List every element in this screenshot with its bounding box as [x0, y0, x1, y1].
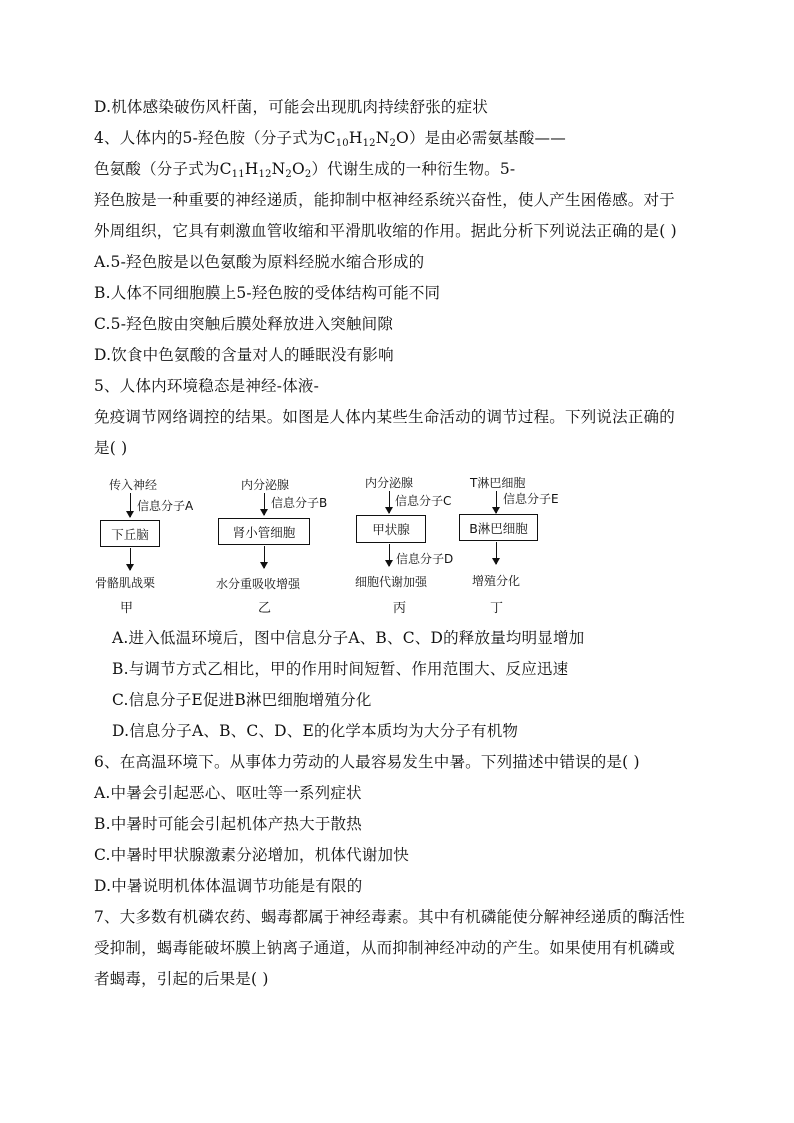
bing-result-label: 细胞代谢加强 — [355, 575, 428, 589]
ding-b-lymphocyte-box: B淋巴细胞 — [459, 514, 538, 541]
q4-stem-line2: 色氨酸（分子式为$C_{11}H_{12}N_2O_2$）代谢生成的一种衍生物。5- — [94, 160, 516, 180]
q5-option-d: D.信息分子A、B、C、D、E的化学本质均为大分子有机物 — [112, 722, 519, 740]
bing-signal-label: 信息分子C — [395, 494, 452, 508]
q5-stem-line1: 5、人体内环境稳态是神经-体液- — [94, 377, 320, 395]
q5-stem-line2: 免疫调节网络调控的结果。如图是人体内某些生命活动的调节过程。下列说法正确的 — [94, 408, 675, 426]
q5-stem-line3: 是( ) — [94, 439, 128, 457]
q7-stem-line2: 受抑制，蝎毒能破坏膜上钠离子通道，从而抑制神经冲动的产生。如果使用有机磷或 — [94, 939, 675, 957]
bing-output-arrow — [389, 544, 390, 566]
bing-caption: 丙 — [393, 601, 407, 616]
q6-stem: 6、在高温环境下。从事体力劳动的人最容易发生中暑。下列描述中错误的是( ) — [94, 753, 640, 771]
jia-input-arrow — [130, 493, 131, 517]
q5-option-b: B.与调节方式乙相比，甲的作用时间短暂、作用范围大、反应迅速 — [112, 660, 569, 678]
q4-option-a: A.5-羟色胺是以色氨酸为原料经脱水缩合形成的 — [94, 253, 425, 271]
jia-source-label: 传入神经 — [109, 478, 158, 492]
q6-option-a: A.中暑会引起恶心、呕吐等一系列症状 — [94, 784, 362, 802]
ding-signal-label: 信息分子E — [503, 492, 559, 506]
q7-stem-line3: 者蝎毒，引起的后果是( ) — [94, 970, 269, 988]
jia-output-arrow — [130, 548, 131, 570]
bing-signal-out-label: 信息分子D — [396, 552, 454, 566]
q4-option-b: B.人体不同细胞膜上5-羟色胺的受体结构可能不同 — [94, 284, 441, 302]
bing-source-label: 内分泌腺 — [365, 476, 414, 490]
ding-output-arrow — [496, 542, 497, 564]
q4-stem-line4: 外周组织，它具有刺激血管收缩和平滑肌收缩的作用。据此分析下列说法正确的是( ) — [94, 222, 677, 240]
yi-renal-tubule-box: 肾小管细胞 — [218, 518, 310, 545]
q4-stem-line3: 羟色胺是一种重要的神经递质，能抑制中枢神经系统兴奋性，使人产生困倦感。对于 — [94, 191, 675, 209]
q5-option-a: A.进入低温环境后，图中信息分子A、B、C、D的释放量均明显增加 — [112, 629, 585, 647]
yi-source-label: 内分泌腺 — [241, 478, 290, 492]
q4-option-d: D.饮食中色氨酸的含量对人的睡眠没有影响 — [94, 346, 394, 364]
jia-result-label: 骨骼肌战栗 — [95, 576, 156, 590]
yi-input-arrow — [264, 493, 265, 515]
q3-option-d: D.机体感染破伤风杆菌，可能会出现肌肉持续舒张的症状 — [94, 98, 489, 116]
yi-result-label: 水分重吸收增强 — [216, 577, 301, 591]
q6-option-d: D.中暑说明机体体温调节功能是有限的 — [94, 877, 363, 895]
yi-signal-label: 信息分子B — [271, 496, 328, 510]
q7-stem-line1: 7、大多数有机磷农药、蝎毒都属于神经毒素。其中有机磷能使分解神经递质的酶活性 — [94, 908, 685, 926]
bing-input-arrow — [389, 491, 390, 513]
jia-caption: 甲 — [120, 601, 134, 616]
ding-input-arrow — [496, 491, 497, 513]
q4-option-c: C.5-羟色胺由突触后膜处释放进入突触间隙 — [94, 315, 394, 333]
q6-option-c: C.中暑时甲状腺激素分泌增加，机体代谢加快 — [94, 846, 409, 864]
q6-option-b: B.中暑时可能会引起机体产热大于散热 — [94, 815, 362, 833]
ding-result-label: 增殖分化 — [472, 574, 521, 588]
yi-output-arrow — [264, 546, 265, 568]
q5-option-c: C.信息分子E促进B淋巴细胞增殖分化 — [112, 691, 372, 709]
q4-stem-line1: 4、人体内的5-羟色胺（分子式为$C_{10}H_{12}N_2O$）是由必需氨基酸—— — [94, 129, 566, 149]
ding-caption: 丁 — [490, 601, 504, 616]
jia-hypothalamus-box: 下丘脑 — [100, 520, 160, 547]
bing-thyroid-box: 甲状腺 — [356, 515, 426, 543]
ding-source-label: T淋巴细胞 — [470, 476, 526, 490]
yi-caption: 乙 — [258, 601, 272, 616]
jia-signal-label: 信息分子A — [137, 499, 194, 513]
